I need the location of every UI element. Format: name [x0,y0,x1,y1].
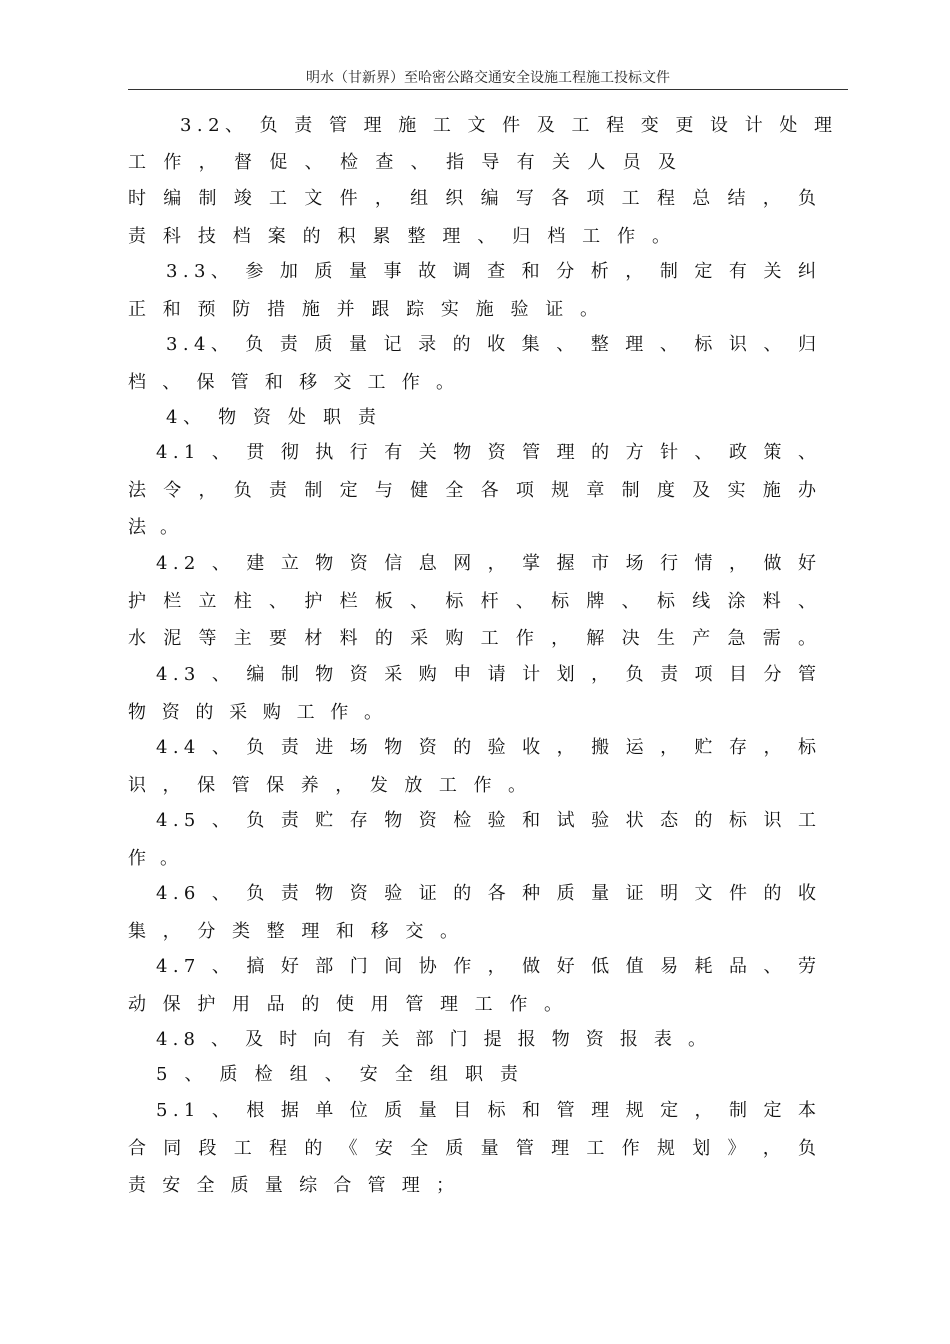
text-line: 护 栏 立 柱 、 护 栏 板 、 标 杆 、 标 牌 、 标 线 涂 料 、 [128,591,822,612]
text-line: 集 ， 分 类 整 理 和 移 交 。 [128,921,464,942]
text-line: 4.1 、 贯 彻 执 行 有 关 物 资 管 理 的 方 针 、 政 策 、 [156,442,822,463]
text-line: 4.8 、 及 时 向 有 关 部 门 提 报 物 资 报 表 。 [156,1029,712,1050]
text-line: 责 安 全 质 量 综 合 管 理 ； [128,1175,460,1196]
text-line: 4.7 、 搞 好 部 门 间 协 作 ， 做 好 低 值 易 耗 品 、 劳 [156,956,822,977]
text-line: 4.2 、 建 立 物 资 信 息 网 ， 掌 握 市 场 行 情 ， 做 好 [156,553,822,574]
text-line: 物 资 的 采 购 工 作 。 [128,702,387,723]
header-rule [128,89,848,90]
text-line: 4.4 、 负 责 进 场 物 资 的 验 收 ， 搬 运 ， 贮 存 ， 标 [156,737,822,758]
text-line: 3.3、 参 加 质 量 事 故 调 查 和 分 析 ， 制 定 有 关 纠 [166,261,822,282]
text-line: 3.4、 负 责 质 量 记 录 的 收 集 、 整 理 、 标 识 、 归 [166,334,822,355]
text-line: 正 和 预 防 措 施 并 跟 踪 实 施 验 证 。 [128,299,604,320]
text-line: 3.2、 负 责 管 理 施 工 文 件 及 工 程 变 更 设 计 处 理 [180,115,838,136]
text-line: 4.6 、 负 责 物 资 验 证 的 各 种 质 量 证 明 文 件 的 收 [156,883,822,904]
text-line: 合 同 段 工 程 的 《 安 全 质 量 管 理 工 作 规 划 》 ， 负 [128,1138,822,1159]
text-line: 4.5 、 负 责 贮 存 物 资 检 验 和 试 验 状 态 的 标 识 工 [156,810,822,831]
text-line: 法 。 [128,517,183,538]
text-line: 4.3 、 编 制 物 资 采 购 申 请 计 划 ， 负 责 项 目 分 管 [156,664,822,685]
text-line: 动 保 护 用 品 的 使 用 管 理 工 作 。 [128,994,568,1015]
text-line: 档 、 保 管 和 移 交 工 作 。 [128,372,460,393]
text-line: 时 编 制 竣 工 文 件 ， 组 织 编 写 各 项 工 程 总 结 ， 负 [128,188,822,209]
text-line: 法 令 ， 负 责 制 定 与 健 全 各 项 规 章 制 度 及 实 施 办 [128,480,822,501]
text-line: 水 泥 等 主 要 材 料 的 采 购 工 作 ， 解 决 生 产 急 需 。 [128,628,822,649]
text-line: 5.1 、 根 据 单 位 质 量 目 标 和 管 理 规 定 ， 制 定 本 [156,1100,822,1121]
text-line: 责 科 技 档 案 的 积 累 整 理 、 归 档 工 作 。 [128,226,676,247]
text-line: 识 ， 保 管 保 养 ， 发 放 工 作 。 [128,775,532,796]
text-line: 作 。 [128,848,183,869]
text-line: 4、 物 资 处 职 责 [166,407,382,428]
text-line: 5 、 质 检 组 、 安 全 组 职 责 [156,1064,524,1085]
document-header: 明水（甘新界）至哈密公路交通安全设施工程施工投标文件 [306,70,670,86]
text-line: 工 作 ， 督 促 、 检 查 、 指 导 有 关 人 员 及 [128,152,682,173]
